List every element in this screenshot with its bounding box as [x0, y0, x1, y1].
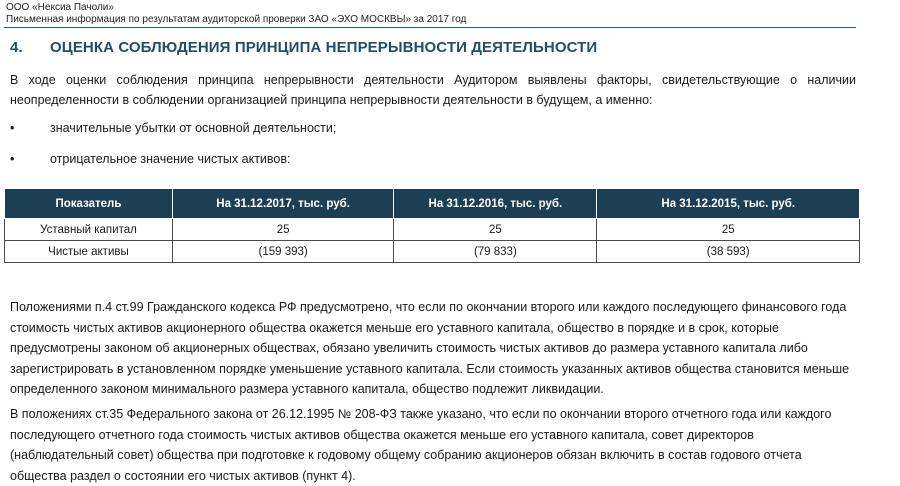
section-number: 4.: [10, 39, 23, 56]
row-label: Уставный капитал: [5, 219, 173, 241]
civil-code-paragraph: Положениями п.4 ст.99 Гражданского кодекса РФ предусмотрено, что если по окончании второго или каждого последующего финансового года стоимость чистых активов акционерного общества окажется меньше его уставного капитала, общество в порядке и в срок, которые предусмотрены законом об акционерных обществах, обязано увеличить стоимость чистых активов до размера уставного капитала либо зарегистрировать в установленном порядке уменьшение уставного капитала. Если стоимость указанных активов общества становится меньше определенного законом минимального размера уставного капитала, общество подлежит ликвидации.: [10, 300, 850, 396]
cell-value: 25: [597, 219, 860, 241]
header-company: ООО «Нексиа Пачоли»: [6, 2, 114, 13]
column-header-2017: На 31.12.2017, тыс. руб.: [172, 189, 393, 219]
column-header-2016: На 31.12.2016, тыс. руб.: [394, 189, 597, 219]
list-item: [10, 149, 856, 180]
table-row: [5, 219, 860, 241]
cell-value: 25: [172, 219, 393, 241]
row-label: Чистые активы: [5, 241, 173, 263]
list-item: [10, 118, 856, 149]
table-row: [5, 241, 860, 263]
cell-value: (79 833): [394, 241, 597, 263]
bullet-marker: •: [10, 121, 15, 135]
column-header-indicator: Показатель: [5, 189, 173, 219]
bullet-list: [10, 118, 856, 180]
federal-law-paragraph: В положениях ст.35 Федерального закона от 26.12.1995 № 208-ФЗ также указано, что если по окончании второго отчетного года или каждого последующего отчетного года стоимость чистых активов общества окажется меньше его уставного капитала, совет директоров (наблюдательный совет) общества при подготовке к годовому общему собранию акционеров обязан включить в состав годового отчета общества раздел о состоянии его чистых активов (пункт 4).: [10, 407, 832, 483]
bullet-marker: •: [10, 152, 15, 166]
header-subtitle: Письменная информация по результатам аудиторской проверки ЗАО «ЭХО МОСКВЫ» за 2017 год: [6, 14, 467, 25]
running-header: [6, 2, 466, 26]
cell-value: (38 593): [597, 241, 860, 263]
section-heading: [10, 39, 597, 56]
bullet-text: отрицательное значение чистых активов:: [50, 152, 291, 166]
header-divider: [4, 27, 856, 28]
column-header-2015: На 31.12.2015, тыс. руб.: [597, 189, 860, 219]
bullet-text: значительные убытки от основной деятельности;: [50, 121, 337, 135]
intro-paragraph: В ходе оценки соблюдения принципа непрерывности деятельности Аудитором выявлены факторы, свидетельствующие о наличии неопределенности в соблюдении организацией принципа непрерывности деятельности в будущем, а именно:: [10, 73, 856, 107]
table-header-row: [5, 189, 860, 219]
section-title: ОЦЕНКА СОБЛЮДЕНИЯ ПРИНЦИПА НЕПРЕРЫВНОСТИ ДЕЯТЕЛЬНОСТИ: [50, 39, 598, 56]
net-assets-table: [4, 188, 860, 263]
cell-value: (159 393): [172, 241, 393, 263]
cell-value: 25: [394, 219, 597, 241]
